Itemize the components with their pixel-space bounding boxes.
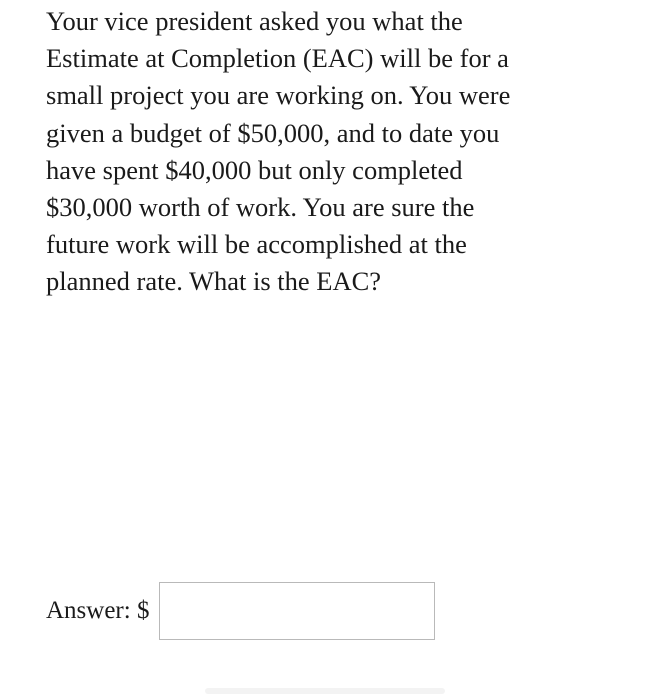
answer-input[interactable] (159, 582, 435, 640)
question-line-8: planned rate. What is the EAC? (46, 266, 382, 297)
question-line-5: have spent $40,000 but only completed (46, 154, 463, 185)
question-line-7: future work will be accomplished at the (46, 229, 467, 260)
question-line-3: small project you are working on. You were (46, 80, 511, 111)
question-line-6: $30,000 worth of work. You are sure the (46, 192, 475, 223)
bottom-divider (205, 688, 445, 694)
question-line-2: Estimate at Completion (EAC) will be for a (46, 43, 509, 74)
answer-row (46, 582, 435, 640)
question-line-4: given a budget of $50,000, and to date you (46, 117, 500, 148)
question-line-1: Your vice president asked you what the (46, 6, 463, 36)
question-text (46, 3, 636, 301)
answer-label: Answer: $ (46, 597, 150, 624)
